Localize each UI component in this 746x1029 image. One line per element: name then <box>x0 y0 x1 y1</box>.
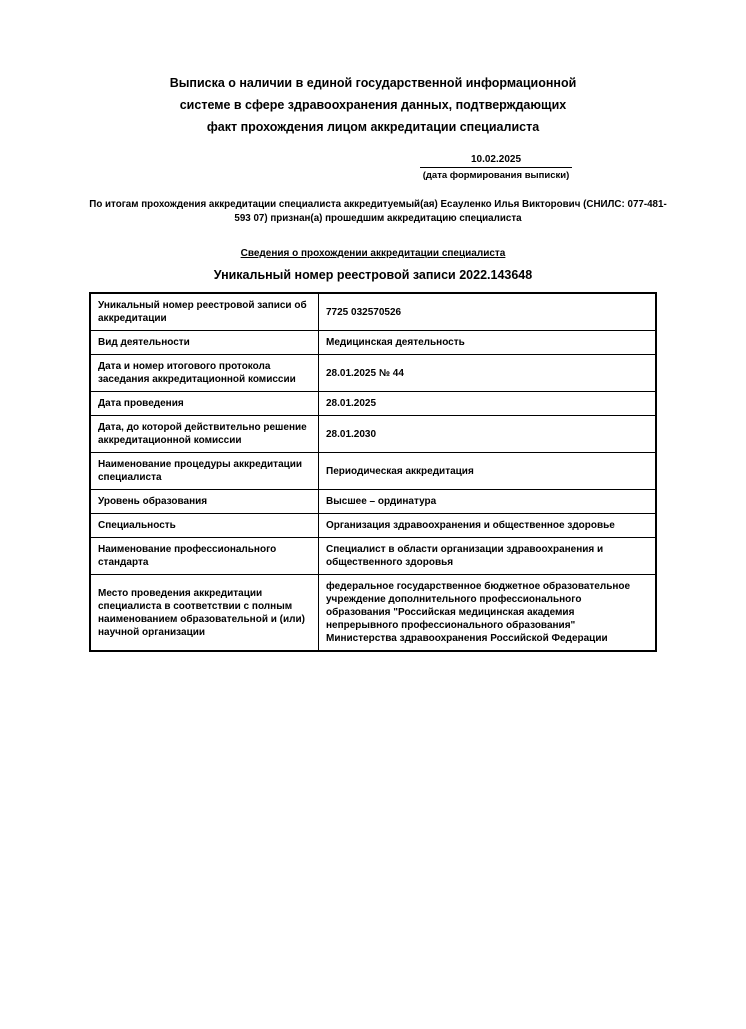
table-row <box>90 490 656 514</box>
table-row <box>90 453 656 490</box>
table-row <box>90 514 656 538</box>
row-value-cell: 7725 032570526 <box>319 293 657 331</box>
row-label-cell: Вид деятельности <box>90 331 319 355</box>
row-label-cell: Наименование процедуры аккредитации специалиста <box>90 453 319 490</box>
row-label-cell: Специальность <box>90 514 319 538</box>
row-value-cell: Высшее – ординатура <box>319 490 657 514</box>
table-row <box>90 331 656 355</box>
row-value-cell: 28.01.2030 <box>319 416 657 453</box>
formation-date-caption: (дата формирования выписки) <box>422 170 570 181</box>
registry-number-heading: Уникальный номер реестровой записи 2022.143648 <box>213 268 533 282</box>
row-label-cell: Уникальный номер реестровой записи об аккредитации <box>90 293 319 331</box>
row-value-cell: 28.01.2025 <box>319 392 657 416</box>
table-row <box>90 538 656 575</box>
row-value-cell: Медицинская деятельность <box>319 331 657 355</box>
row-value-cell: Периодическая аккредитация <box>319 453 657 490</box>
row-value-cell: федеральное государственное бюджетное образовательное учреждение дополнительного профессионального образования "Российская медицинская академия непрерывного профессионального образования" Министерства здравоохранения Российской Федерации <box>319 575 657 652</box>
formation-date-value: 10.02.2025 <box>420 153 572 168</box>
table-row <box>90 293 656 331</box>
row-label-cell: Дата, до которой действительно решение аккредитационной комиссии <box>90 416 319 453</box>
table-row <box>90 416 656 453</box>
accreditation-table-body <box>90 293 656 651</box>
accreditation-result-paragraph: По итогам прохождения аккредитации специалиста аккредитуемый(ая) Есауленко Илья Викторович (СНИЛС: 077-481-593 07) признан(а) прошедшим аккредитацию специалиста <box>89 199 667 224</box>
row-label-cell: Наименование профессионального стандарта <box>90 538 319 575</box>
row-label-cell: Место проведения аккредитации специалиста в соответствии с полным наименованием образовательной и (или) научной организации <box>90 575 319 652</box>
row-label-cell: Дата и номер итогового протокола заседания аккредитационной комиссии <box>90 355 319 392</box>
formation-date-block <box>420 153 572 182</box>
document-title: Выписка о наличии в единой государственной информационной системе в сфере здравоохранения данных, подтверждающих факт прохождения лицом аккредитации специалиста <box>169 76 577 134</box>
row-label-cell: Уровень образования <box>90 490 319 514</box>
table-row <box>90 575 656 652</box>
table-row <box>90 355 656 392</box>
section-heading: Сведения о прохождении аккредитации специалиста <box>240 248 506 259</box>
row-value-cell: Организация здравоохранения и общественное здоровье <box>319 514 657 538</box>
row-value-cell: 28.01.2025 № 44 <box>319 355 657 392</box>
table-row <box>90 392 656 416</box>
row-value-cell: Специалист в области организации здравоохранения и общественного здоровья <box>319 538 657 575</box>
accreditation-table <box>89 292 657 652</box>
row-label-cell: Дата проведения <box>90 392 319 416</box>
